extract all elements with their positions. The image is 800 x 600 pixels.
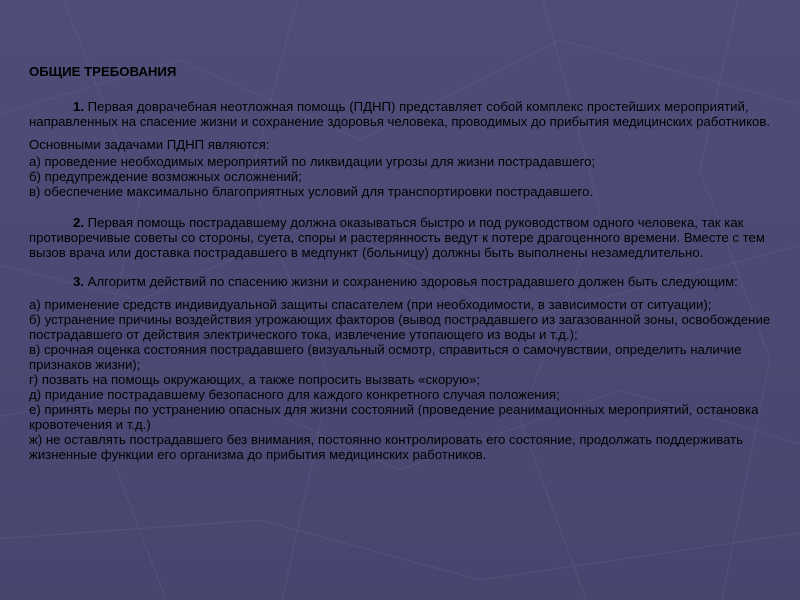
section-2-text: Первая помощь пострадавшему должна оказываться быстро и под руководством одного человека, так как противоречивые советы со стороны, суета, споры и растерянность ведут к потере драгоценного времени. Вместе с тем вызов врача или доставка пострадавшего в медпункт (больницу) должны быть выполнены незамедлительно. — [29, 215, 765, 260]
list-item: е) принять меры по устранению опасных для жизни состояний (проведение реанимационных мероприятий, остановка кровотечения и т.д.) — [29, 402, 759, 432]
slide-title: ОБЩИЕ ТРЕБОВАНИЯ — [29, 64, 177, 79]
list-item: а) проведение необходимых мероприятий по ликвидации угрозы для жизни пострадавшего; — [29, 154, 596, 169]
tasks-intro: Основными задачами ПДНП являются: — [29, 137, 270, 152]
section-3-number: 3. — [73, 274, 84, 289]
list-item: в) обеспечение максимально благоприятных условий для транспортировки пострадавшего. — [29, 184, 594, 199]
section-2-number: 2. — [73, 215, 84, 230]
list-item: а) применение средств индивидуальной защиты спасателем (при необходимости, в зависимости от ситуации); — [29, 297, 712, 312]
section-1-number: 1. — [73, 99, 84, 114]
section-1-text: Первая доврачебная неотложная помощь (ПДНП) представляет собой комплекс простейших мероприятий, направленных на спасение жизни и сохранение здоровья человека, проводимых до прибытия медицинских работников. — [29, 99, 771, 129]
steps-list — [29, 297, 774, 462]
slide-content — [29, 64, 774, 462]
list-item: б) устранение причины воздействия угрожающих факторов (вывод пострадавшего из загазованной зоны, освобождение пострадавшего от действия электрического тока, извлечение утопающего из воды и т.д.); — [29, 312, 771, 342]
section-2 — [29, 215, 774, 260]
list-item: д) придание пострадавшему безопасного для каждого конкретного случая положения; — [29, 387, 560, 402]
list-item: г) позвать на помощь окружающих, а также попросить вызвать «скорую»; — [29, 372, 480, 387]
list-item: ж) не оставлять пострадавшего без внимания, постоянно контролировать его состояние, продолжать поддерживать жизненные функции его организма до прибытия медицинских работников. — [29, 432, 744, 462]
section-3-text: Алгоритм действий по спасению жизни и сохранению здоровья пострадавшего должен быть следующим: — [87, 274, 738, 289]
list-item: в) срочная оценка состояния пострадавшего (визуальный осмотр, справиться о самочувствии, определить наличие признаков жизни); — [29, 342, 742, 372]
list-item: б) предупреждение возможных осложнений; — [29, 169, 302, 184]
tasks-list — [29, 154, 774, 199]
section-3 — [29, 274, 774, 289]
section-1 — [29, 99, 774, 129]
